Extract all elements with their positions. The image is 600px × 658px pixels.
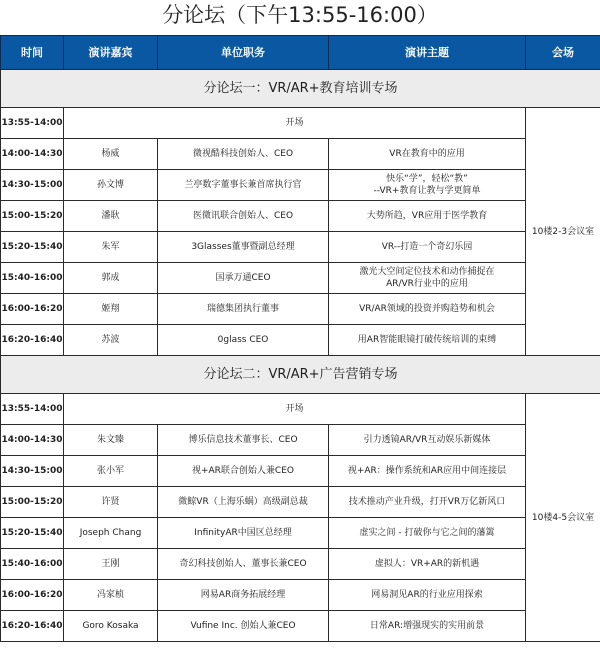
venue-cell: 10楼2-3会议室: [526, 108, 600, 356]
time-cell: 13:55-14:00: [1, 394, 64, 425]
speaker-cell: 杨威: [64, 139, 158, 170]
topic-cell: [329, 139, 526, 170]
org-cell: InfinityAR中国区总经理: [158, 518, 329, 549]
topic-line: VR在教育中的应用: [389, 149, 465, 159]
table-row: [1, 263, 600, 294]
time-cell: 15:20-15:40: [1, 232, 64, 263]
speaker-cell: 王刚: [64, 549, 158, 580]
table-row: [1, 294, 600, 325]
header-org: 单位职务: [158, 36, 329, 70]
topic-line: 虚实之间 - 打破你与它之间的藩篱: [359, 528, 495, 538]
header-speaker: 演讲嘉宾: [64, 36, 158, 70]
section-header-row: [1, 356, 600, 394]
org-cell: 兰亭数字董事长兼首席执行官: [158, 170, 329, 201]
speaker-cell: 张小军: [64, 456, 158, 487]
org-cell: 瑞德集团执行董事: [158, 294, 329, 325]
time-cell: 15:40-16:00: [1, 549, 64, 580]
topic-cell: [329, 580, 526, 611]
speaker-cell: 许贤: [64, 487, 158, 518]
speaker-cell: 朱军: [64, 232, 158, 263]
topic-cell: [329, 456, 526, 487]
speaker-cell: 潘耿: [64, 201, 158, 232]
topic-line: VR/AR领域的投资并购趋势和机会: [359, 304, 495, 314]
table-row: [1, 325, 600, 356]
topic-line: 网易洞见AR的行业应用探索: [371, 590, 483, 600]
time-cell: 16:20-16:40: [1, 611, 64, 642]
speaker-cell: 朱文臻: [64, 425, 158, 456]
table-row: [1, 170, 600, 201]
header-time: 时间: [1, 36, 64, 70]
topic-line-2: --VR+教育让教与学更简单: [373, 186, 481, 196]
table-header-row: [1, 36, 600, 70]
topic-line: 引力透镜AR/VR互动娱乐新媒体: [363, 435, 491, 445]
speaker-cell: 苏波: [64, 325, 158, 356]
org-cell: 视+AR联合创始人兼CEO: [158, 456, 329, 487]
header-topic: 演讲主题: [329, 36, 526, 70]
topic-cell: [329, 232, 526, 263]
section-header-row: [1, 70, 600, 108]
speaker-cell: 冯家桢: [64, 580, 158, 611]
org-cell: 网易AR商务拓展经理: [158, 580, 329, 611]
topic-cell: [329, 201, 526, 232]
speaker-cell: Goro Kosaka: [64, 611, 158, 642]
org-cell: 医微讯联合创始人、CEO: [158, 201, 329, 232]
time-cell: 15:20-15:40: [1, 518, 64, 549]
topic-cell: [329, 325, 526, 356]
org-cell: 博乐信息技术董事长、CEO: [158, 425, 329, 456]
time-cell: 16:20-16:40: [1, 325, 64, 356]
topic-line: 快乐“学”，轻松“教”: [386, 174, 468, 184]
org-cell: 0glass CEO: [158, 325, 329, 356]
table-row: [1, 487, 600, 518]
topic-line: 激光大空间定位技术和动作捕捉在: [359, 267, 495, 277]
speaker-cell: 姬翔: [64, 294, 158, 325]
table-row: [1, 232, 600, 263]
time-cell: 15:40-16:00: [1, 263, 64, 294]
time-cell: 14:00-14:30: [1, 139, 64, 170]
topic-line: 日常AR:增强现实的实用前景: [369, 621, 485, 631]
table-row: [1, 580, 600, 611]
page-title: 分论坛（下午13:55-16:00）: [162, 3, 438, 27]
opening-label: 开场: [64, 394, 526, 425]
topic-cell: [329, 611, 526, 642]
org-cell: 国承万通CEO: [158, 263, 329, 294]
org-cell: 3Glasses董事暨副总经理: [158, 232, 329, 263]
topic-cell: [329, 170, 526, 201]
topic-line: VR--打造一个奇幻乐园: [381, 242, 473, 252]
table-row: [1, 139, 600, 170]
opening-label: 开场: [64, 108, 526, 139]
topic-line: 大势所趋，VR应用于医学教育: [366, 211, 488, 221]
time-cell: 14:30-15:00: [1, 456, 64, 487]
time-cell: 15:00-15:20: [1, 201, 64, 232]
speaker-cell: 孙文博: [64, 170, 158, 201]
topic-cell: [329, 425, 526, 456]
topic-line: 视+AR：操作系统和AR应用中间连接层: [347, 466, 507, 476]
topic-line-2: AR/VR行业中的应用: [386, 279, 468, 289]
table-row: [1, 201, 600, 232]
topic-cell: [329, 487, 526, 518]
org-cell: Vufine Inc. 创始人兼CEO: [158, 611, 329, 642]
topic-line: 虚拟人：VR+AR的新机遇: [374, 559, 480, 569]
schedule-table: [0, 35, 600, 642]
table-row: [1, 518, 600, 549]
opening-row: [1, 108, 600, 139]
time-cell: 16:00-16:20: [1, 294, 64, 325]
time-cell: 15:00-15:20: [1, 487, 64, 518]
org-cell: 微视酷科技创始人、CEO: [158, 139, 329, 170]
org-cell: 奇幻科技创始人、董事长兼CEO: [158, 549, 329, 580]
topic-cell: [329, 518, 526, 549]
opening-row: [1, 394, 600, 425]
org-cell: 微鲸VR（上海乐蜗）高级副总裁: [158, 487, 329, 518]
table-row: [1, 549, 600, 580]
header-venue: 会场: [526, 36, 600, 70]
topic-line: 技术推动产业升级，打开VR万亿新风口: [348, 497, 506, 507]
section-title: 分论坛二：VR/AR+广告营销专场: [1, 356, 600, 394]
topic-cell: [329, 263, 526, 294]
section-title: 分论坛一：VR/AR+教育培训专场: [1, 70, 600, 108]
speaker-cell: Joseph Chang: [64, 518, 158, 549]
table-row: [1, 425, 600, 456]
table-row: [1, 456, 600, 487]
speaker-cell: 郭成: [64, 263, 158, 294]
time-cell: 14:00-14:30: [1, 425, 64, 456]
topic-cell: [329, 549, 526, 580]
time-cell: 16:00-16:20: [1, 580, 64, 611]
table-row: [1, 611, 600, 642]
time-cell: 14:30-15:00: [1, 170, 64, 201]
topic-line: 用AR智能眼镜打破传统培训的束缚: [357, 335, 497, 345]
topic-cell: [329, 294, 526, 325]
time-cell: 13:55-14:00: [1, 108, 64, 139]
venue-cell: 10楼4-5会议室: [526, 394, 600, 642]
